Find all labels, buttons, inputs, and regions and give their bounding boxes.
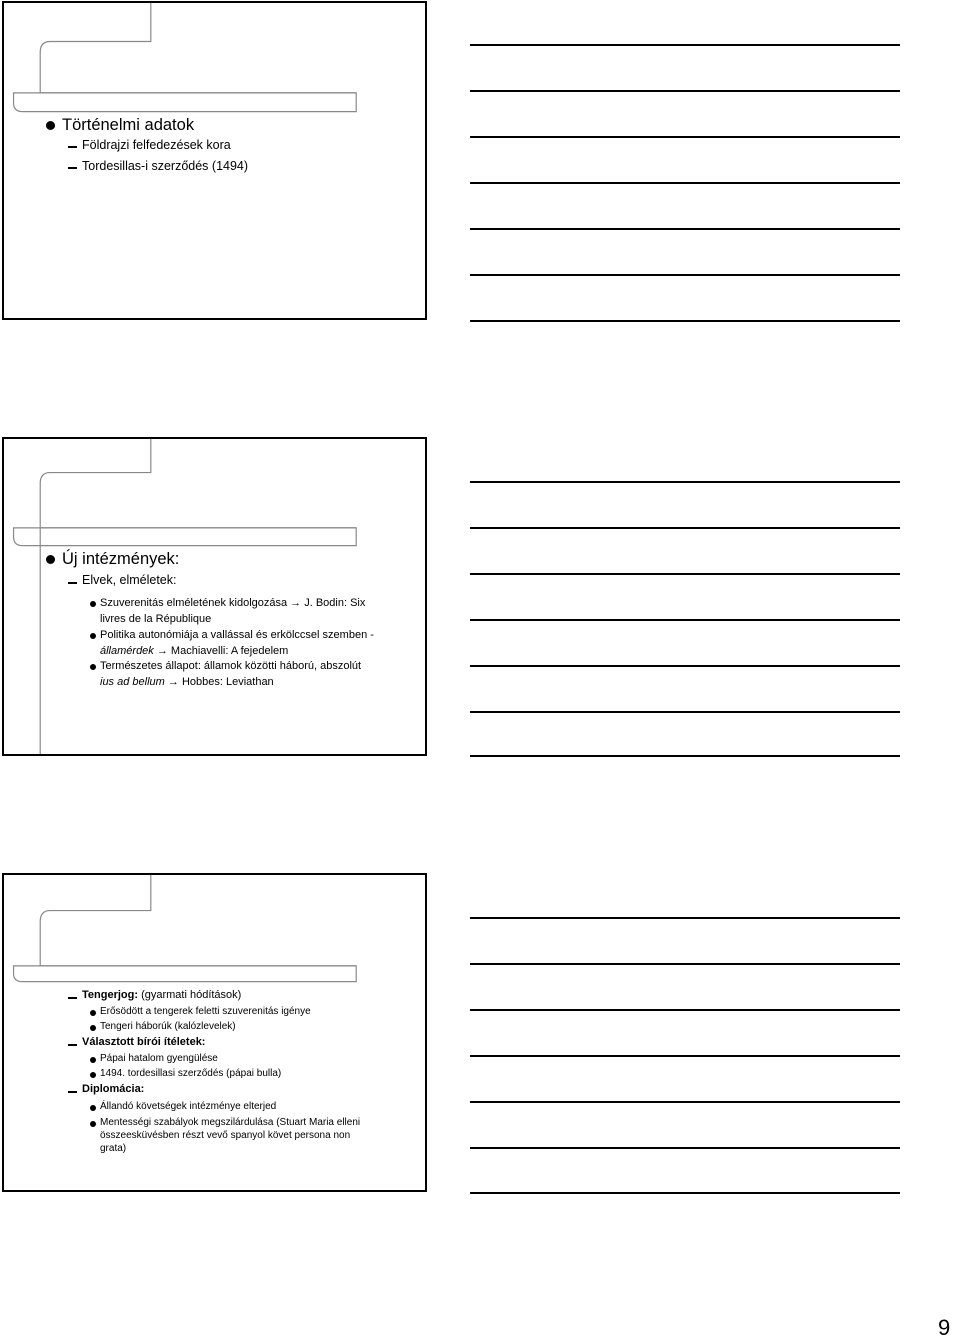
note-line [470, 1192, 900, 1194]
slide-3-group-3-item-1: Állandó követségek intézménye elterjed [100, 1101, 277, 1112]
note-line [470, 481, 900, 483]
slide-3-group-3-item-2-line-1: Mentességi szabályok megszilárdulása (Stuart Maria elleni [100, 1117, 361, 1128]
slide-3-group-1-heading-bold: Tengerjog: [82, 989, 139, 1001]
dash-icon [68, 146, 77, 148]
slide-2-bullet-2-italic: államérdek [100, 645, 154, 657]
note-line [470, 527, 900, 529]
bullet-disc-icon [90, 601, 96, 607]
note-line [470, 182, 900, 184]
note-line [470, 917, 900, 919]
slide-3-group-1-item-1: Erősödött a tengerek feletti szuverenitás igénye [100, 1006, 311, 1017]
bullet-disc-icon [90, 1072, 96, 1078]
bullet-disc-icon [46, 121, 55, 130]
slide-2-bullet-3-italic: ius ad bellum [100, 676, 165, 688]
note-line [470, 573, 900, 575]
slide-2-bullet-2-line-1: Politika autonómiája a vallással és erkölccsel szemben - [100, 629, 374, 641]
bullet-disc-icon [90, 1025, 96, 1031]
note-line [470, 320, 900, 322]
slide-2-bullet-1-line-1: Szuverenitás elméletének kidolgozása → J. Bodin: Six [100, 597, 366, 609]
bullet-disc-icon [46, 555, 55, 564]
slide-3-group-3-item-2-line-2: összeesküvésben részt vevő spanyol követ persona non [100, 1130, 351, 1141]
note-line [470, 90, 900, 92]
page-number: 9 [938, 1315, 951, 1340]
slide-1 [2, 1, 427, 320]
note-line [470, 228, 900, 230]
note-line [470, 755, 900, 757]
bullet-disc-icon [90, 664, 96, 670]
dash-icon [68, 582, 77, 584]
note-line [470, 44, 900, 46]
slide-1-item-1: Történelmi adatok [62, 116, 195, 134]
slide-1-item-3: Tordesillas-i szerződés (1494) [82, 159, 249, 173]
slide-1-item-2: Földrajzi felfedezések kora [82, 138, 231, 152]
dash-icon [68, 1044, 77, 1046]
slide-2-bullet-3-line-2 [100, 674, 274, 691]
dash-icon [68, 167, 77, 169]
note-line [470, 1055, 900, 1057]
slide-3-group-1-heading-rest: (gyarmati hódítások) [138, 989, 242, 1001]
slide-2-bullet-2-rest: → Machiavelli: A fejedelem [153, 645, 289, 657]
bullet-disc-icon [90, 1010, 96, 1016]
bullet-disc-icon [90, 1105, 96, 1111]
note-line [470, 1101, 900, 1103]
slide-3-group-1-item-2: Tengeri háborúk (kalózlevelek) [100, 1021, 236, 1032]
slide-3-group-2-heading: Választott bírói ítéletek: [82, 1036, 206, 1048]
note-line [470, 711, 900, 713]
slide-2-heading: Elvek, elméletek: [82, 573, 177, 587]
dash-icon [68, 1091, 77, 1093]
dash-icon [68, 997, 77, 999]
slide-3-group-3-item-2-line-3: grata) [100, 1143, 127, 1154]
slide-2 [2, 437, 427, 756]
slide-3-group-3-heading: Diplomácia: [82, 1083, 145, 1095]
note-line [470, 1009, 900, 1011]
slide-3 [2, 873, 427, 1192]
note-line [470, 136, 900, 138]
slide-3-group-1-heading [82, 989, 241, 1001]
slide-2-bullet-3-rest: → Hobbes: Leviathan [164, 676, 274, 688]
note-line [470, 274, 900, 276]
slide-3-group-2-item-1: Pápai hatalom gyengülése [100, 1053, 218, 1064]
slide-2-bullet-3-line-1: Természetes állapot: államok közötti háború, abszolút [100, 660, 362, 672]
bullet-disc-icon [90, 1121, 96, 1127]
slide-3-group-2-item-2: 1494. tordesillasi szerződés (pápai bulla) [100, 1068, 282, 1079]
note-line [470, 619, 900, 621]
bullet-disc-icon [90, 633, 96, 639]
note-line [470, 1147, 900, 1149]
note-line [470, 963, 900, 965]
note-line [470, 665, 900, 667]
slide-2-title: Új intézmények: [62, 550, 180, 568]
bullet-disc-icon [90, 1057, 96, 1063]
slide-2-bullet-1-line-2: livres de la République [100, 613, 212, 625]
